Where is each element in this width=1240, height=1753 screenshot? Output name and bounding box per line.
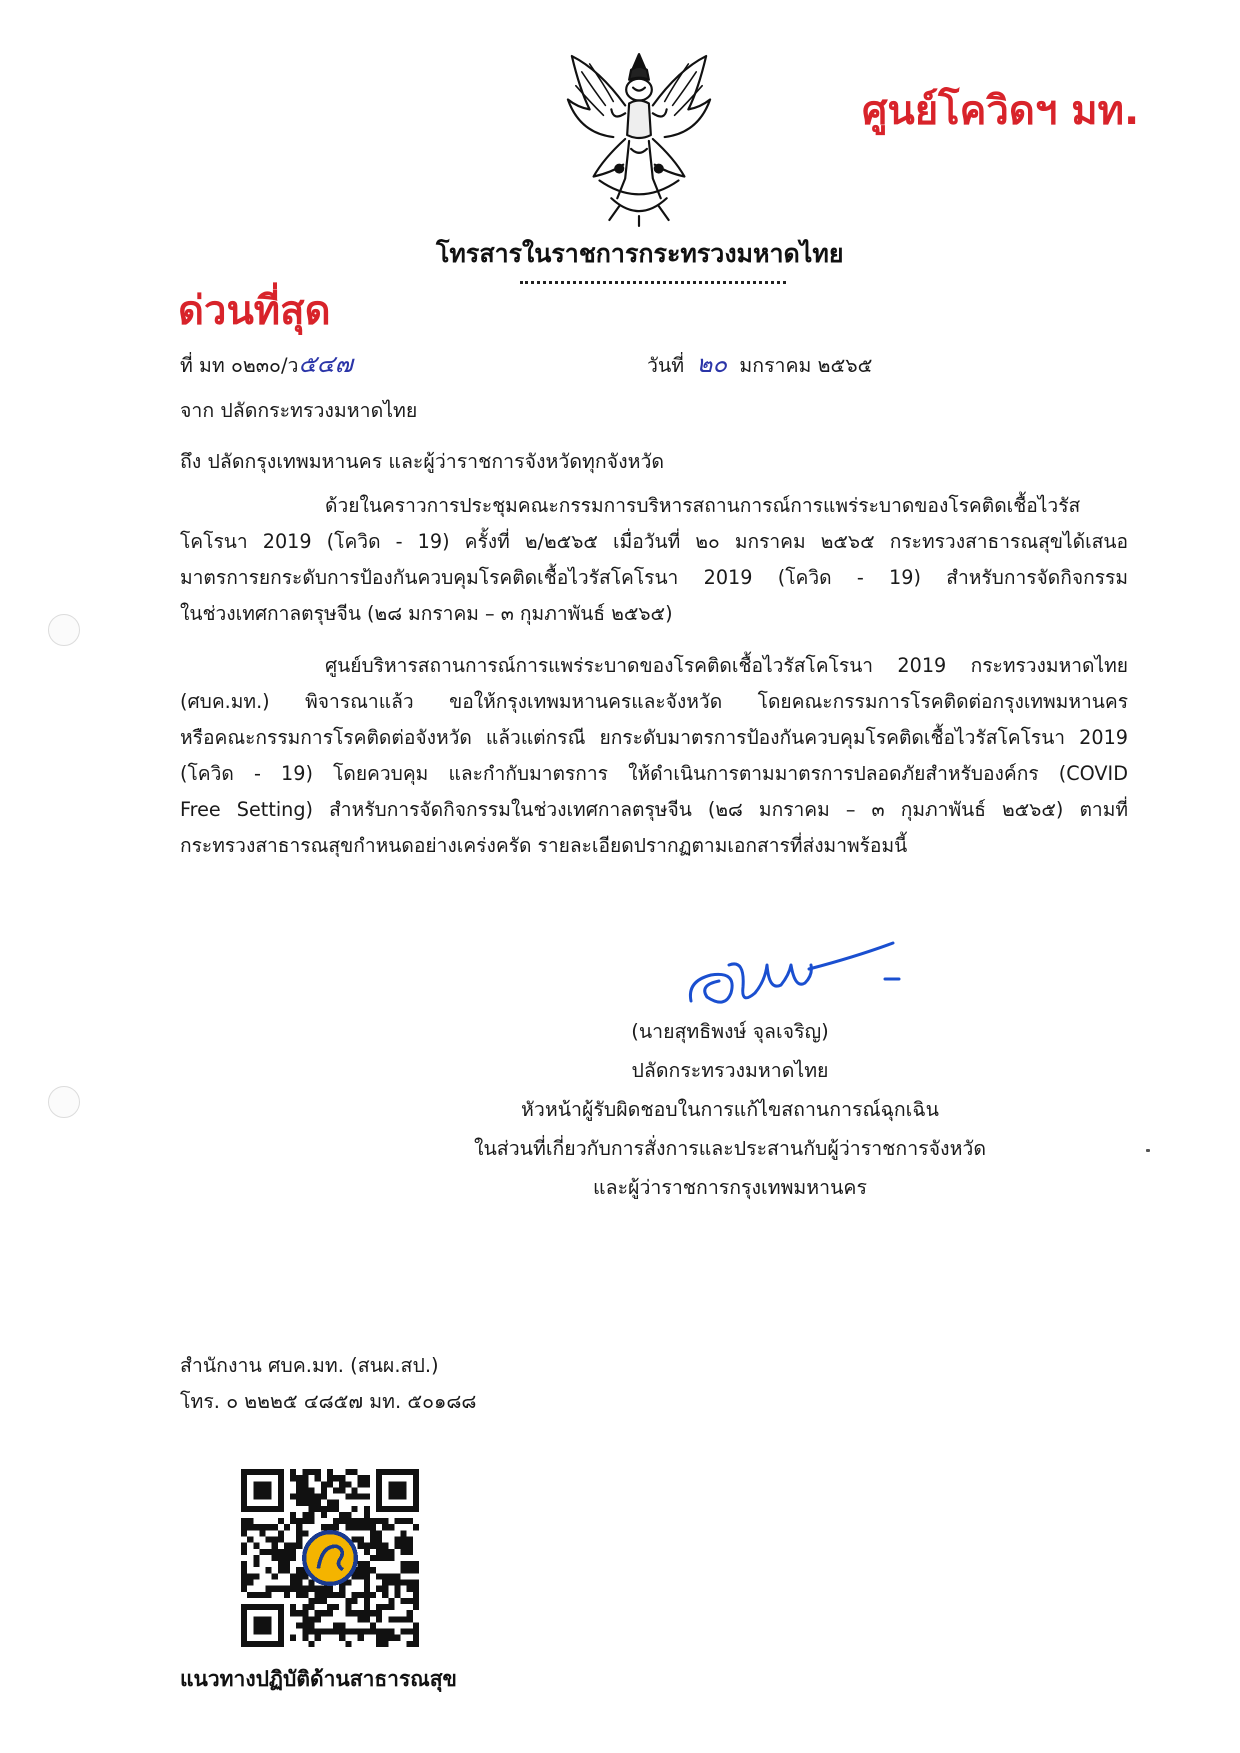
signatory-role-line: หัวหน้าผู้รับผิดชอบในการแก้ไขสถานการณ์ฉุกเฉิน bbox=[521, 1098, 939, 1121]
signatory-role-line: ในส่วนที่เกี่ยวกับการสั่งการและประสานกับผู้ว่าราชการจังหวัด bbox=[473, 1137, 987, 1160]
paragraph-line: ด้วยในคราวการประชุมคณะกรรมการบริหารสถานการณ์การแพร่ระบาดของโรคติดเชื้อไวรัส bbox=[325, 494, 1081, 517]
scan-speck bbox=[1146, 1149, 1150, 1152]
office-name: สำนักงาน ศบค.มท. (สนผ.สป.) bbox=[180, 1354, 439, 1377]
garuda-emblem bbox=[560, 50, 718, 228]
to-line: ถึง ปลัดกรุงเทพมหานคร และผู้ว่าราชการจังหวัดทุกจังหวัด bbox=[180, 450, 665, 473]
paragraph-line: หรือคณะกรรมการโรคติดต่อจังหวัด แล้วแต่กรณี ยกระดับมาตรการป้องกันควบคุมโรคติดเชื้อไวรัสโคโรนา 2019 bbox=[180, 726, 1128, 749]
punch-hole bbox=[48, 614, 80, 646]
paragraph-line: ศูนย์บริหารสถานการณ์การแพร่ระบาดของโรคติดเชื้อไวรัสโคโรนา 2019 กระทรวงมหาดไทย bbox=[325, 654, 1128, 677]
date-handwritten-day: ๒๐ bbox=[696, 350, 728, 378]
document-title: โทรสารในราชการกระทรวงมหาดไทย bbox=[436, 239, 844, 268]
urgency-label: ด่วนที่สุด bbox=[178, 288, 331, 334]
reference-number bbox=[180, 344, 353, 383]
signatory-name: (นายสุทธิพงษ์ จุลเจริญ) bbox=[631, 1020, 829, 1043]
punch-hole bbox=[48, 1086, 80, 1118]
handwritten-signature bbox=[685, 935, 907, 1015]
qr-code[interactable] bbox=[241, 1469, 419, 1647]
paragraph-line: โคโรนา 2019 (โควิด - 19) ครั้งที่ ๒/๒๕๖๕ เมื่อวันที่ ๒๐ มกราคม ๒๕๖๕ กระทรวงสาธารณสุขได้เสนอ bbox=[180, 530, 1128, 553]
paragraph-line: Free Setting) สำหรับการจัดกิจกรรมในช่วงเทศกาลตรุษจีน (๒๘ มกราคม – ๓ กุมภาพันธ์ ๒๕๖๕) ตามที่ bbox=[180, 798, 1128, 821]
reference-handwritten-number: ๕๔๗ bbox=[298, 350, 353, 378]
signatory-role-line: และผู้ว่าราชการกรุงเทพมหานคร bbox=[593, 1176, 867, 1199]
qr-caption: แนวทางปฏิบัติด้านสาธารณสุข bbox=[180, 1667, 457, 1691]
from-line: จาก ปลัดกระทรวงมหาดไทย bbox=[180, 399, 418, 422]
body-paragraph-2 bbox=[180, 648, 1128, 864]
paragraph-line: กระทรวงสาธารณสุขกำหนดอย่างเคร่งครัด รายละเอียดปรากฏตามเอกสารที่ส่งมาพร้อมนี้ bbox=[180, 834, 908, 857]
reference-label: ที่ มท ๐๒๓๐/ว bbox=[180, 354, 299, 377]
contact-footer bbox=[180, 1348, 476, 1420]
body-paragraph-1 bbox=[180, 488, 1128, 632]
phone-number: โทร. ๐ ๒๒๒๕ ๔๘๕๗ มท. ๕๐๑๘๘ bbox=[180, 1390, 477, 1413]
paragraph-line: (ศบค.มท.) พิจารณาแล้ว ขอให้กรุงเทพมหานครและจังหวัด โดยคณะกรรมการโรคติดต่อกรุงเทพมหานคร bbox=[180, 690, 1128, 713]
covid-center-stamp: ศูนย์โควิดฯ มท. bbox=[862, 88, 1140, 134]
document-date bbox=[647, 344, 872, 383]
signatory-position: ปลัดกระทรวงมหาดไทย bbox=[631, 1059, 829, 1082]
paragraph-line: (โควิด - 19) โดยควบคุม และกำกับมาตรการ ให้ดำเนินการตามมาตรการปลอดภัยสำหรับองค์กร (COVID bbox=[180, 762, 1128, 785]
paragraph-line: ในช่วงเทศกาลตรุษจีน (๒๘ มกราคม – ๓ กุมภาพันธ์ ๒๕๖๕) bbox=[180, 602, 673, 625]
date-label: วันที่ bbox=[647, 354, 685, 377]
signatory-block bbox=[380, 1012, 1080, 1207]
dotted-rule bbox=[520, 281, 786, 284]
paragraph-line: มาตรการยกระดับการป้องกันควบคุมโรคติดเชื้อไวรัสโคโรนา 2019 (โควิด - 19) สำหรับการจัดกิจกรรม bbox=[180, 566, 1128, 589]
date-month-year: มกราคม ๒๕๖๕ bbox=[739, 354, 873, 377]
